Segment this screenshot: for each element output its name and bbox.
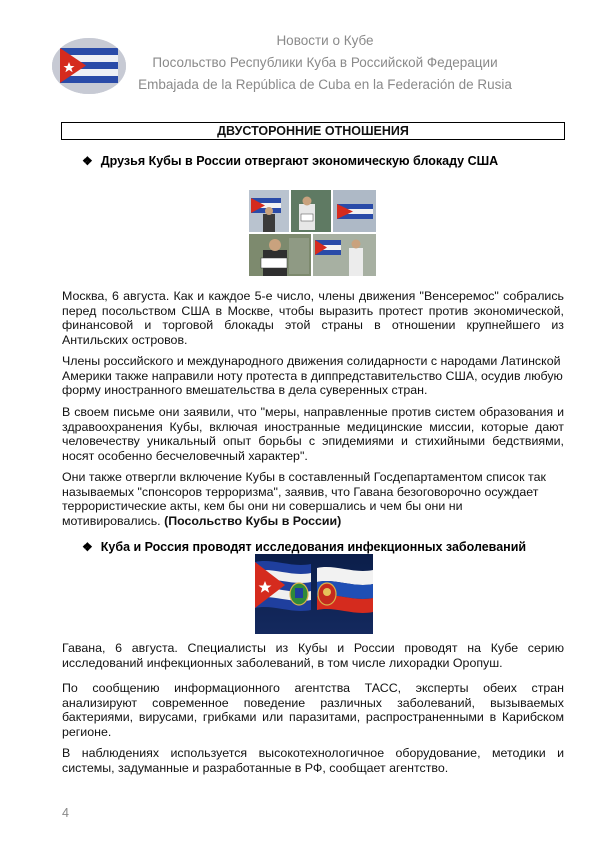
article2-paragraph-2: По сообщению информационного агентства ТАСС, эксперты обеих стран анализируют современное поведение различных заболеваний, вызываемых бактериями, вирусами, грибками или паразитами, распространенными в Карибском регионе. <box>62 681 564 739</box>
article2-paragraph-3: В наблюдениях используется высокотехнологичное оборудование, методики и системы, задуманные и разработанные в РФ, сообщает агентство. <box>62 746 564 775</box>
article1-title: Друзья Кубы в России отвергают экономическую блокаду США <box>100 154 499 168</box>
page-number: 4 <box>62 806 69 820</box>
diamond-bullet-icon: ❖ <box>82 540 93 554</box>
embassy-logo <box>52 38 126 94</box>
article1-source: (Посольство Кубы в России) <box>164 513 342 528</box>
article1-paragraph-4 <box>62 470 564 528</box>
header-embassy-ru: Посольство Республики Куба в Российской Федерации <box>152 55 498 70</box>
article1-heading <box>82 154 498 168</box>
article1-paragraph-1: Москва, 6 августа. Как и каждое 5-е число, члены движения "Венсеремос" собрались перед посольством США в Москве, чтобы выразить протест против экономической, финансовой и торговой блокады этой страны в отношении крупнейшего из Антильских островов. <box>62 289 564 347</box>
article1-paragraph-4-text: Они также отвергли включение Кубы в составленный Госдепартаментом список так называемых "спонсоров терроризма", заявив, что Гавана безоговорочно осуждает террористические акты, кем бы они ни совершались и чем бы они ни мотивировались. <box>62 470 546 528</box>
article2-heading <box>82 540 526 554</box>
article1-paragraph-2: Члены российского и международного движения солидарности с народами Латинской Америки также направили ноту протеста в диппредставительство США, осудив любую форму иностранного вмешательства в дела суверенных стран. <box>62 354 563 397</box>
article2-flags-image <box>255 554 373 634</box>
header-embassy-es: Embajada de la República de Cuba en la Federación de Rusia <box>138 77 512 92</box>
cuba-flag-icon <box>52 38 126 94</box>
section-title-box: ДВУСТОРОННИЕ ОТНОШЕНИЯ <box>61 122 565 140</box>
header-news-title: Новости о Кубе <box>276 33 374 48</box>
diamond-bullet-icon: ❖ <box>82 154 93 168</box>
article1-paragraph-3: В своем письме они заявили, что "меры, направленные против систем образования и здравоохранения Кубы, включая иностранные медицинские миссии, которые дают человечеству уникальный опыт борьбы с эпидемиями и стихийными бедствиями, носят особенно бесчеловечный характер". <box>62 405 564 463</box>
article1-photo-collage <box>249 190 376 276</box>
article2-paragraph-1: Гавана, 6 августа. Специалисты из Кубы и России проводят на Кубе серию исследований инфекционных заболеваний, в том числе лихорадки Оропуш. <box>62 641 564 670</box>
article2-title: Куба и Россия проводят исследования инфекционных заболеваний <box>100 540 527 554</box>
